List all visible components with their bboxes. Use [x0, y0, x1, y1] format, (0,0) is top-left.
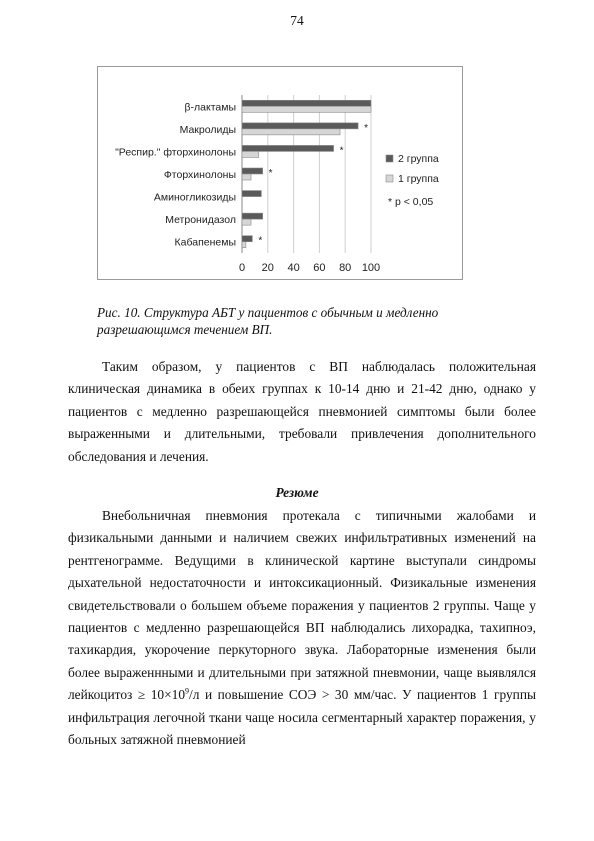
- x-tick-label: 20: [261, 262, 274, 274]
- bar-group-2: [242, 100, 371, 106]
- bar-group-2: [242, 168, 263, 174]
- figure-caption: [97, 304, 517, 338]
- bar-group-1: [242, 106, 371, 112]
- bar-group-2: [242, 123, 358, 129]
- category-label: Кабапенемы: [174, 236, 236, 249]
- legend-swatch: [386, 175, 393, 182]
- x-tick-label: 60: [313, 262, 326, 274]
- summary-text-part-2: /л и повышение СОЭ > 30 мм/час. У пациентов 1 группы инфильтрация легочной ткани чаще носила сегментарный характер поражения, у больных затяжной пневмонией: [68, 687, 536, 748]
- category-label: Фторхинолоны: [163, 169, 236, 181]
- significance-marker: *: [268, 168, 273, 179]
- summary-text-part-1: Внебольничная пневмония протекала с типичными жалобами и физикальными данными и наличием свежих инфильтративных изменений на рентгенограмме. Ведущими в клинической картине выступали синдромы дыхательной недостаточности и интоксикационный. Физикальные изменения свидетельствовали о большем объеме поражения у пациентов 2 группы. Чаще у пациентов с медленно разрешающейся ВП наблюдались лихорадка, тахипноэ, тахикардия, укорочение перкуторного звука. Лабораторные изменения были более выраженнными и длительными при затяжной пневмонии, чаще выявлялся лейкоцитоз ≥ 10×10: [68, 508, 536, 703]
- bar-group-1: [242, 219, 251, 225]
- x-tick-label: 40: [287, 262, 300, 274]
- section-heading: Резюме: [275, 485, 319, 500]
- bar-group-2: [242, 213, 263, 219]
- bar-group-2: [242, 191, 261, 197]
- category-label: Метронидазол: [165, 214, 236, 227]
- legend-note: * p < 0,05: [388, 196, 434, 208]
- legend-label: 2 группа: [398, 153, 439, 165]
- category-label: Аминогликозиды: [153, 191, 236, 204]
- bar-group-1: [242, 151, 259, 157]
- significance-marker: *: [258, 235, 263, 247]
- paragraph-summary: [68, 505, 536, 751]
- chart-canvas: [98, 67, 464, 281]
- x-tick-label: 80: [339, 262, 352, 274]
- category-label: Макролиды: [179, 123, 236, 136]
- legend-label: 1 группа: [398, 173, 439, 185]
- bar-group-2: [242, 236, 252, 242]
- bar-group-1: [242, 129, 340, 135]
- caption-line-2: разрешающимся течением ВП.: [97, 322, 273, 337]
- category-label: β-лактамы: [184, 101, 236, 114]
- category-label: "Респир." фторхинолоны: [115, 146, 236, 159]
- bar-chart: [97, 66, 463, 280]
- bar-group-1: [242, 242, 246, 248]
- x-tick-label: 100: [361, 262, 381, 274]
- legend-swatch: [386, 155, 393, 162]
- significance-marker: *: [339, 145, 344, 157]
- caption-line-1: Рис. 10. Структура АБТ у пациентов с обычным и медленно: [97, 305, 439, 320]
- bar-group-1: [242, 174, 251, 180]
- bar-group-2: [242, 145, 334, 151]
- x-tick-label: 0: [238, 262, 246, 274]
- page-number: 74: [290, 13, 304, 28]
- significance-marker: *: [364, 122, 369, 134]
- paragraph-conclusion: Таким образом, у пациентов с ВП наблюдалась положительная клиническая динамика в обеих группах к 10-14 дню и 21-42 дню, однако у пациентов с медленно разрешающейся пневмонией симптомы были более выраженными и длительными, требовали привлечения дополнительного обследования и лечения.: [68, 359, 536, 464]
- exponent: 9: [185, 686, 190, 696]
